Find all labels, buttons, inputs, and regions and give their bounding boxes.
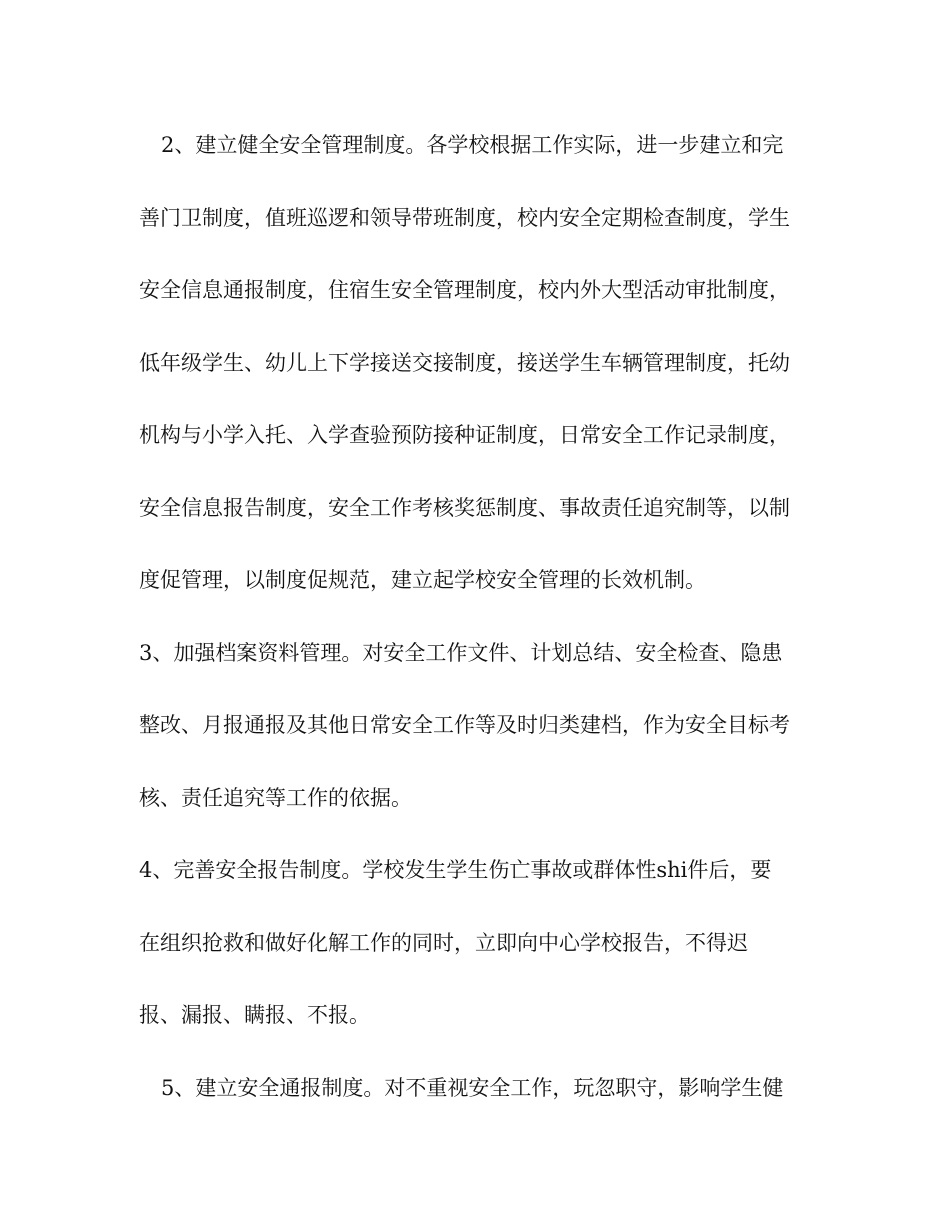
document-body	[139, 125, 829, 1140]
paragraph-2-line-3: 安全信息通报制度，住宿生安全管理制度，校内外大型活动审批制度，	[139, 278, 790, 302]
paragraph-2-line-7: 度促管理，以制度促规范，建立起学校安全管理的长效机制。	[139, 568, 706, 592]
paragraph-3-line-1: 3、加强档案资料管理。对安全工作文件、计划总结、安全检查、隐患	[139, 640, 783, 665]
paragraph-4-line-2: 在组织抢救和做好化解工作的同时，立即向中心学校报告，不得迟	[139, 930, 748, 955]
paragraph-2-line-2: 善门卫制度，值班巡逻和领导带班制度，校内安全定期检查制度，学生	[139, 205, 790, 230]
paragraph-3-line-3: 核、责任追究等工作的依据。	[139, 785, 412, 810]
paragraph-4-line-3: 报、漏报、瞒报、不报。	[139, 1003, 370, 1027]
paragraph-2-line-5: 机构与小学入托、入学查验预防接种证制度，日常安全工作记录制度，	[139, 423, 790, 447]
paragraph-2-line-6: 安全信息报告制度，安全工作考核奖惩制度、事故责任追究制等，以制	[139, 495, 790, 520]
paragraph-4-line-1: 4、完善安全报告制度。学校发生学生伤亡事故或群体性shi件后，要	[139, 858, 772, 882]
paragraph-3-line-2: 整改、月报通报及其他日常安全工作等及时归类建档，作为安全目标考	[139, 713, 790, 737]
paragraph-5-line-1: 5、建立安全通报制度。对不重视安全工作，玩忽职守，影响学生健	[161, 1075, 784, 1100]
paragraph-2-line-1: 2、建立健全安全管理制度。各学校根据工作实际，进一步建立和完	[161, 133, 784, 157]
paragraph-2-line-4: 低年级学生、幼儿上下学接送交接制度，接送学生车辆管理制度，托幼	[139, 350, 790, 375]
